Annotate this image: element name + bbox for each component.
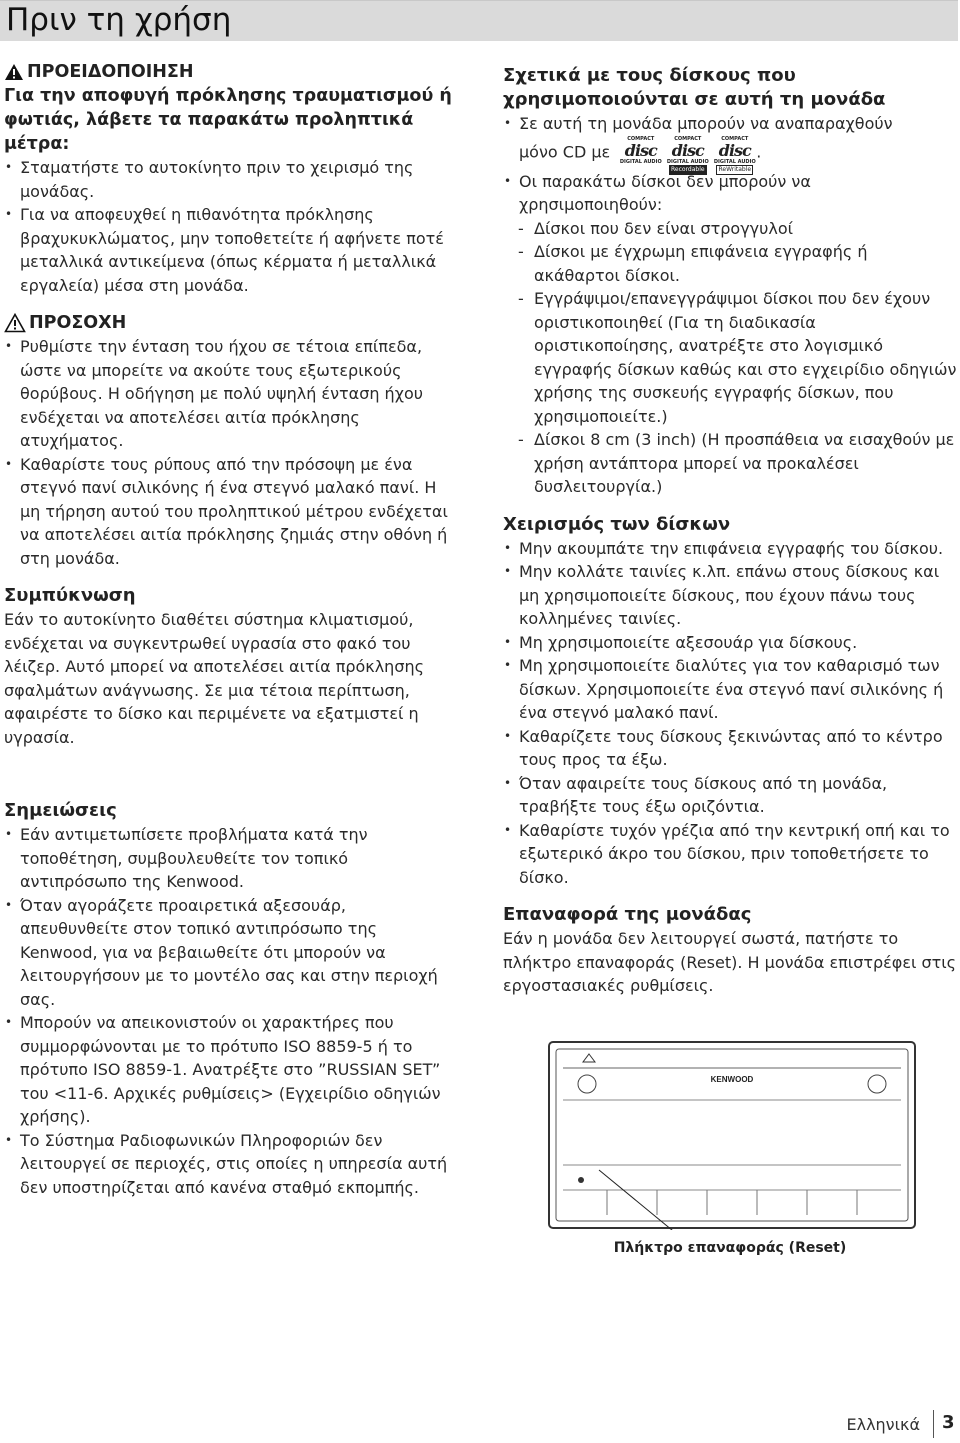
footer-language: Ελληνικά [846,1415,920,1434]
list-item: • Μπορούν να απεικονιστούν οι χαρακτήρες που συμμορφώνονται με το πρότυπο ISO 8859-5 ή το πρότυπο ISO 8859-1. Ανατρέξτε στο ”RUSSIAN SET” του <11-6. Αρχικές ρυθμίσεις> (Εγχειρίδιο οδηγιών χρήσης). [4,1011,456,1129]
list-item: • Για να αποφευχθεί η πιθανότητα πρόκλησης βραχυκυκλώματος, μην τοποθετείτε ή αφήνετε ποτέ μεταλλικά αντικείμενα (όπως κέρματα ή μεταλλικά εργαλεία) μέσα στη μονάδα. [4,203,456,297]
list-item: • Καθαρίζετε τους δίσκους ξεκινώντας από το κέντρο τους προς τα έξω. [503,725,958,772]
discs-sublist [503,217,958,499]
list-item: • Όταν αφαιρείτε τους δίσκους από τη μονάδα, τραβήξτε τους έξω οριζόντια. [503,772,958,819]
cd-logo: COMPACT disc DIGITAL AUDIO [619,135,662,165]
discs-heading: Σχετικά με τους δίσκους που χρησιμοποιούνται σε αυτή τη μονάδα [503,65,886,110]
reset-heading: Επαναφορά της μονάδας [503,904,752,925]
caution-outline-icon [4,313,26,333]
notes-heading: Σημειώσεις [4,800,117,821]
discs-list [503,112,958,217]
warning-label [4,60,456,84]
left-column [4,60,456,1199]
device-brand: KENWOOD [710,1075,754,1084]
discs-item1-a: Σε αυτή τη μονάδα μπορούν να αναπαραχθούν [519,114,893,133]
list-item: • Καθαρίστε τυχόν γρέζια από την κεντρική οπή και το εξωτερικό άκρο του δίσκου, πριν τοποθετήσετε το δίσκο. [503,819,958,890]
list-item: • Το Σύστημα Ραδιοφωνικών Πληροφοριών δεν λειτουργεί σε περιοχές, στις οποίες η υπηρεσία αυτή δεν υποστηρίζεται από κανένα σταθμό εκπομπής. [4,1129,456,1200]
handling-heading: Χειρισμός των δίσκων [503,513,731,535]
right-column [503,64,958,998]
caution-label-text: ΠΡΟΣΟΧΗ [29,313,127,333]
page-number: 3 [942,1412,955,1433]
warning-list [4,156,456,297]
list-item: - Εγγράψιμοι/επανεγγράψιμοι δίσκοι που δεν έχουν οριστικοποιηθεί (Για τη διαδικασία οριστικοποίησης, ανατρέξτε στο λογισμικό εγγραφής δίσκων καθώς και στο εγχειρίδιο οδηγιών χρήσης της συσκευής εγγραφής δίσκων, που χρησιμοποιείτε.) [503,287,958,428]
disc-logo-icon: disc [624,140,657,160]
list-item: - Δίσκοι με έγχρωμη επιφάνεια εγγραφής ή ακάθαρτοι δίσκοι. [503,240,958,287]
discs-item2: Οι παρακάτω δίσκοι δεν μπορούν να χρησιμοποιηθούν: [519,171,811,214]
cd-logos [619,135,756,173]
warning-heading: Για την αποφυγή πρόκλησης τραυματισμού ή φωτιάς, λάβετε τα παρακάτω προληπτικά μέτρα: [4,86,452,154]
list-item: • Μη χρησιμοποιείτε αξεσουάρ για δίσκους. [503,631,958,655]
reset-caption: Πλήκτρο επαναφοράς (Reset) [613,1240,847,1256]
warning-label-text: ΠΡΟΕΙΔΟΠΟΙΗΣΗ [27,62,194,82]
list-item: • Μη χρησιμοποιείτε διαλύτες για τον καθαρισμό των δίσκων. Χρησιμοποιείτε ένα στεγνό πανί σιλικόνης ή ένα στεγνό μαλακό πανί. [503,654,958,725]
list-item: • Ρυθμίστε την ένταση του ήχου σε τέτοια επίπεδα, ώστε να μπορείτε να ακούτε τους εξωτερικούς θορύβους. Η οδήγηση με πολύ υψηλή ένταση ήχου ενδέχεται να αποτελέσει αιτία πρόκλησης ατυχήματος. [4,335,456,453]
warning-filled-icon [4,63,24,81]
title-bar [0,0,958,41]
page-title: Πριν τη χρήση [6,2,232,38]
car-stereo-illustration [547,1040,917,1230]
caution-list [4,335,456,570]
caution-label [4,311,456,335]
discs-item1-b: μόνο CD με [519,142,611,161]
reset-text: Εάν η μονάδα δεν λειτουργεί σωστά, πατήστε το πλήκτρο επαναφοράς (Reset). Η μονάδα επιστρέφει στις εργοστασιακές ρυθμίσεις. [503,929,957,995]
list-item: • Σε αυτή τη μονάδα μπορούν να αναπαραχθούν μόνο CD με COMPACT disc DIGITAL AUDIO COMPACT disc DIGITAL AUDIO Recordable COMPACT disc DIGITAL AUDIO ReWritable . [503,112,958,170]
list-item: - Δίσκοι που δεν είναι στρογγυλοί [503,217,958,241]
disc-logo-icon: disc [671,140,704,160]
condensation-heading: Συμπύκνωση [4,585,136,606]
list-item: - Δίσκοι 8 cm (3 inch) (Η προσπάθεια να εισαχθούν με χρήση αντάπτορα μπορεί να προκαλέσει δυσλειτουργία.) [503,428,958,499]
list-item: • Εάν αντιμετωπίσετε προβλήματα κατά την τοποθέτηση, συμβουλευθείτε τον τοπικό αντιπρόσωπο της Kenwood. [4,823,456,894]
list-item: • Όταν αγοράζετε προαιρετικά αξεσουάρ, απευθυνθείτε στον τοπικό αντιπρόσωπο της Kenwood, για να βεβαιωθείτε ότι μπορούν να λειτουργήσουν με το μοντέλο σας και στην περιοχή σας. [4,894,456,1012]
notes-list [4,823,456,1199]
disc-logo-icon: disc [718,140,751,160]
list-item: • Σταματήστε το αυτοκίνητο πριν το χειρισμό της μονάδας. [4,156,456,203]
cd-rw-logo: COMPACT disc DIGITAL AUDIO ReWritable [713,135,756,173]
cd-r-logo: COMPACT disc DIGITAL AUDIO Recordable [666,135,709,173]
handling-list [503,537,958,890]
footer-divider [933,1410,934,1438]
list-item: • Μην κολλάτε ταινίες κ.λπ. επάνω στους δίσκους και μη χρησιμοποιείτε δίσκους, που έχουν πάνω τους κολλημένες ταινίες. [503,560,958,631]
list-item: • Μην ακουμπάτε την επιφάνεια εγγραφής του δίσκου. [503,537,958,561]
list-item [503,170,958,217]
list-item: • Καθαρίστε τους ρύπους από την πρόσοψη με ένα στεγνό πανί σιλικόνης ή ένα στεγνό μαλακό πανί. Η μη τήρηση αυτού του προληπτικού μέτρου ενδέχεται να αποτελέσει αιτία πρόκλησης ζημιάς στην οθόνη ή στη μονάδα. [4,453,456,571]
condensation-text: Εάν το αυτοκίνητο διαθέτει σύστημα κλιματισμού, ενδέχεται να συγκεντρωθεί υγρασία στο φακό του λέιζερ. Αυτό μπορεί να αποτελέσει αιτία πρόκλησης σφαλμάτων ανάγνωσης. Σε μια τέτοια περίπτωση, αφαιρέστε το δίσκο και περιμένετε να εξατμιστεί η υγρασία. [4,610,424,747]
